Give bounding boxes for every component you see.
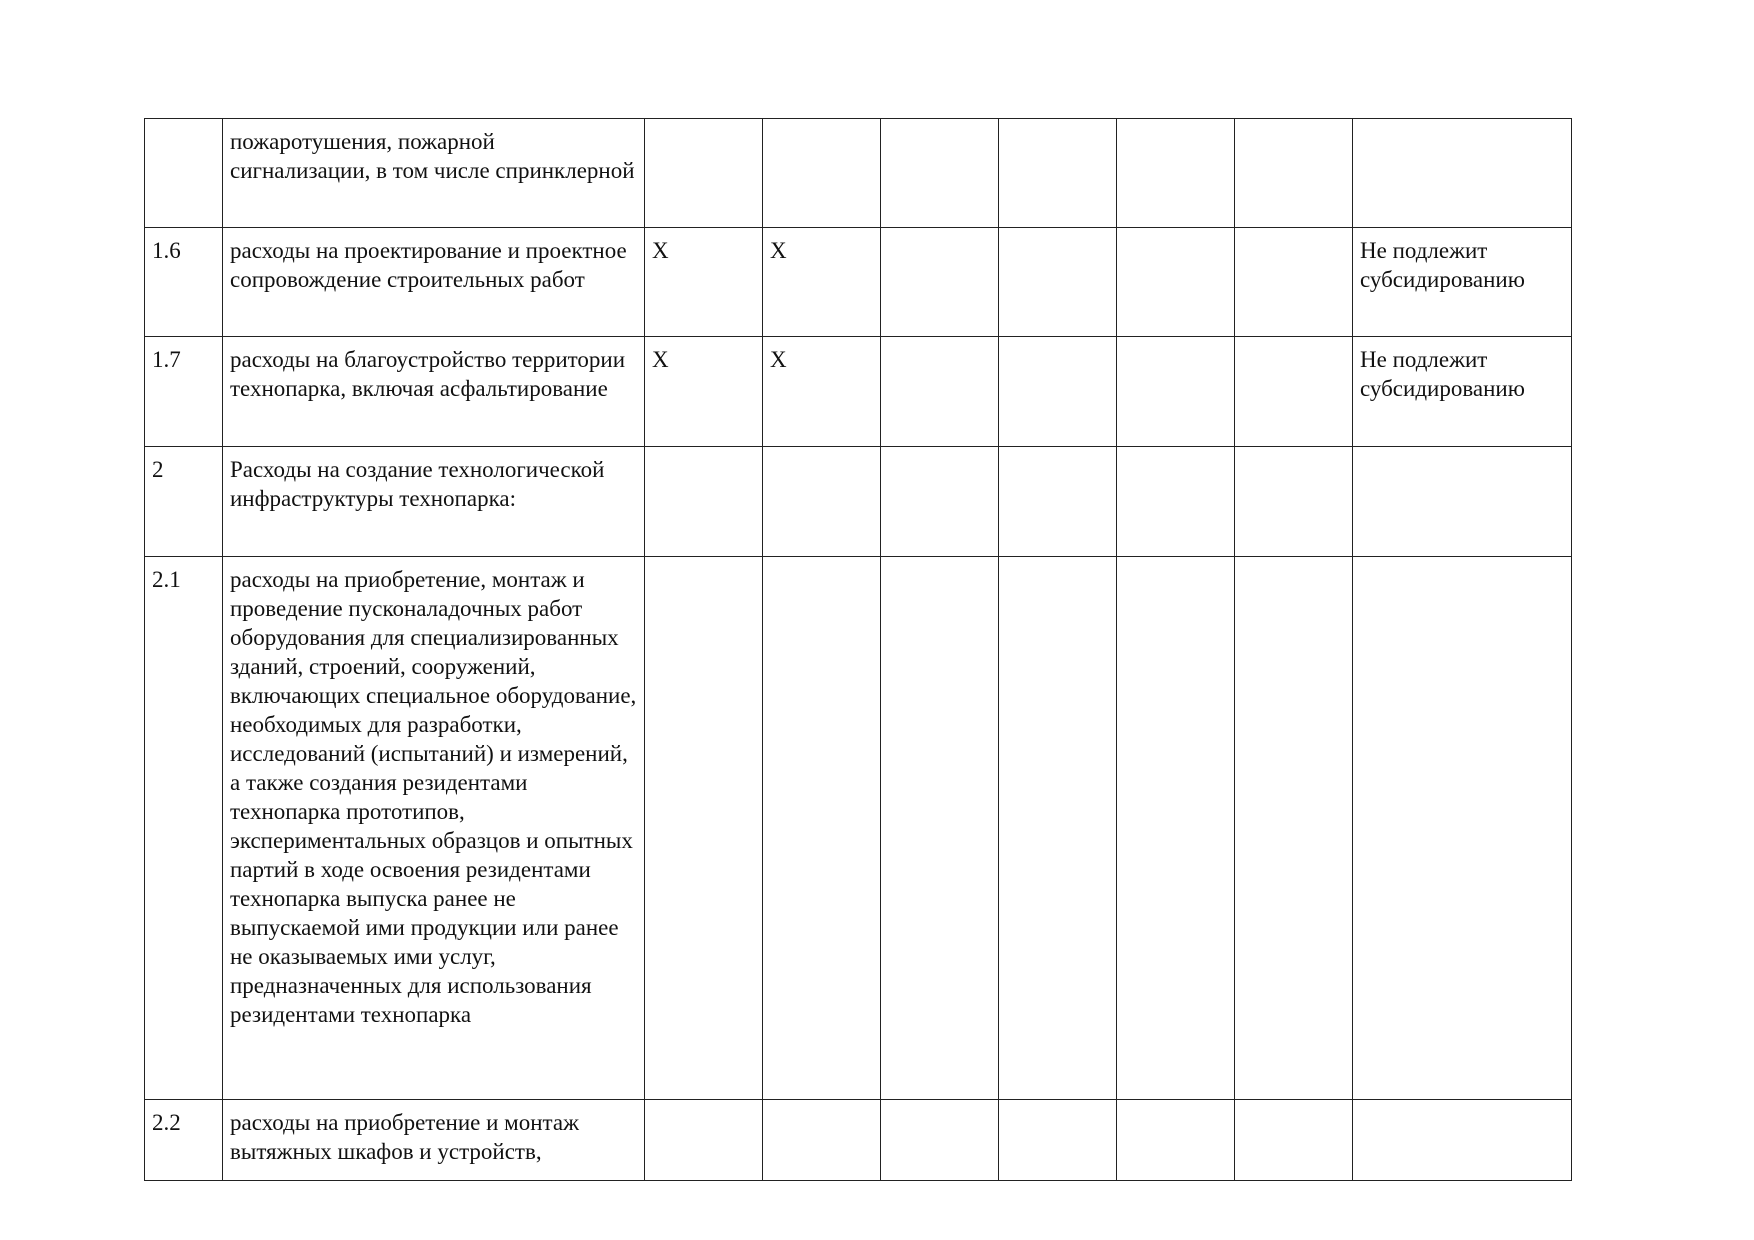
cell-col8 <box>1235 119 1353 228</box>
row-description: пожаротушения, пожарной сигнализации, в том числе спринклерной <box>223 119 645 228</box>
table-row <box>145 1100 1572 1181</box>
row-description: расходы на приобретение, монтаж и проведение пусконаладочных работ оборудования для специализированных зданий, строений, сооружений, включающих специальное оборудование, необходимых для разработки, исследований (испытаний) и измерений, а также создания резидентами технопарка прототипов, экспериментальных образцов и опытных партий в ходе освоения резидентами технопарка выпуска ранее не выпускаемой ими продукции или ранее не оказываемых ими услуг, предназначенных для использования резидентами технопарка <box>223 557 645 1100</box>
table-row <box>145 447 1572 557</box>
cell-col4 <box>763 1100 881 1181</box>
cell-col8 <box>1235 228 1353 337</box>
cell-col8 <box>1235 337 1353 447</box>
cell-col6 <box>999 337 1117 447</box>
cell-col8 <box>1235 447 1353 557</box>
cell-col6 <box>999 447 1117 557</box>
cell-col7 <box>1117 228 1235 337</box>
cell-col4 <box>763 557 881 1100</box>
cell-col4 <box>763 119 881 228</box>
row-description: расходы на благоустройство территории технопарка, включая асфальтирование <box>223 337 645 447</box>
cell-col6 <box>999 119 1117 228</box>
cell-col4: X <box>763 337 881 447</box>
cell-note <box>1353 557 1572 1100</box>
row-number <box>145 119 223 228</box>
row-description: расходы на приобретение и монтаж вытяжных шкафов и устройств, <box>223 1100 645 1181</box>
cell-col6 <box>999 1100 1117 1181</box>
cell-col5 <box>881 337 999 447</box>
expense-table <box>144 118 1572 1181</box>
cell-note: Не подлежит субсидированию <box>1353 228 1572 337</box>
row-number: 2.1 <box>145 557 223 1100</box>
cell-col6 <box>999 228 1117 337</box>
cell-col5 <box>881 119 999 228</box>
cell-col7 <box>1117 337 1235 447</box>
cell-col3: X <box>645 337 763 447</box>
table-row <box>145 119 1572 228</box>
cell-note <box>1353 447 1572 557</box>
cell-col5 <box>881 1100 999 1181</box>
row-number: 1.6 <box>145 228 223 337</box>
row-description: расходы на проектирование и проектное сопровождение строительных работ <box>223 228 645 337</box>
cell-note <box>1353 119 1572 228</box>
row-description: Расходы на создание технологической инфраструктуры технопарка: <box>223 447 645 557</box>
cell-col4 <box>763 447 881 557</box>
table-row <box>145 337 1572 447</box>
cell-col3 <box>645 557 763 1100</box>
cell-col8 <box>1235 1100 1353 1181</box>
cell-col3 <box>645 447 763 557</box>
cell-note: Не подлежит субсидированию <box>1353 337 1572 447</box>
cell-col8 <box>1235 557 1353 1100</box>
table-row <box>145 557 1572 1100</box>
cell-note <box>1353 1100 1572 1181</box>
cell-col7 <box>1117 557 1235 1100</box>
row-number: 2 <box>145 447 223 557</box>
cell-col6 <box>999 557 1117 1100</box>
cell-col3 <box>645 1100 763 1181</box>
cell-col7 <box>1117 447 1235 557</box>
cell-col5 <box>881 447 999 557</box>
table-row <box>145 228 1572 337</box>
row-number: 2.2 <box>145 1100 223 1181</box>
cell-col5 <box>881 228 999 337</box>
row-number: 1.7 <box>145 337 223 447</box>
cell-col3: X <box>645 228 763 337</box>
cell-col7 <box>1117 1100 1235 1181</box>
cell-col5 <box>881 557 999 1100</box>
cell-col4: X <box>763 228 881 337</box>
cell-col3 <box>645 119 763 228</box>
cell-col7 <box>1117 119 1235 228</box>
